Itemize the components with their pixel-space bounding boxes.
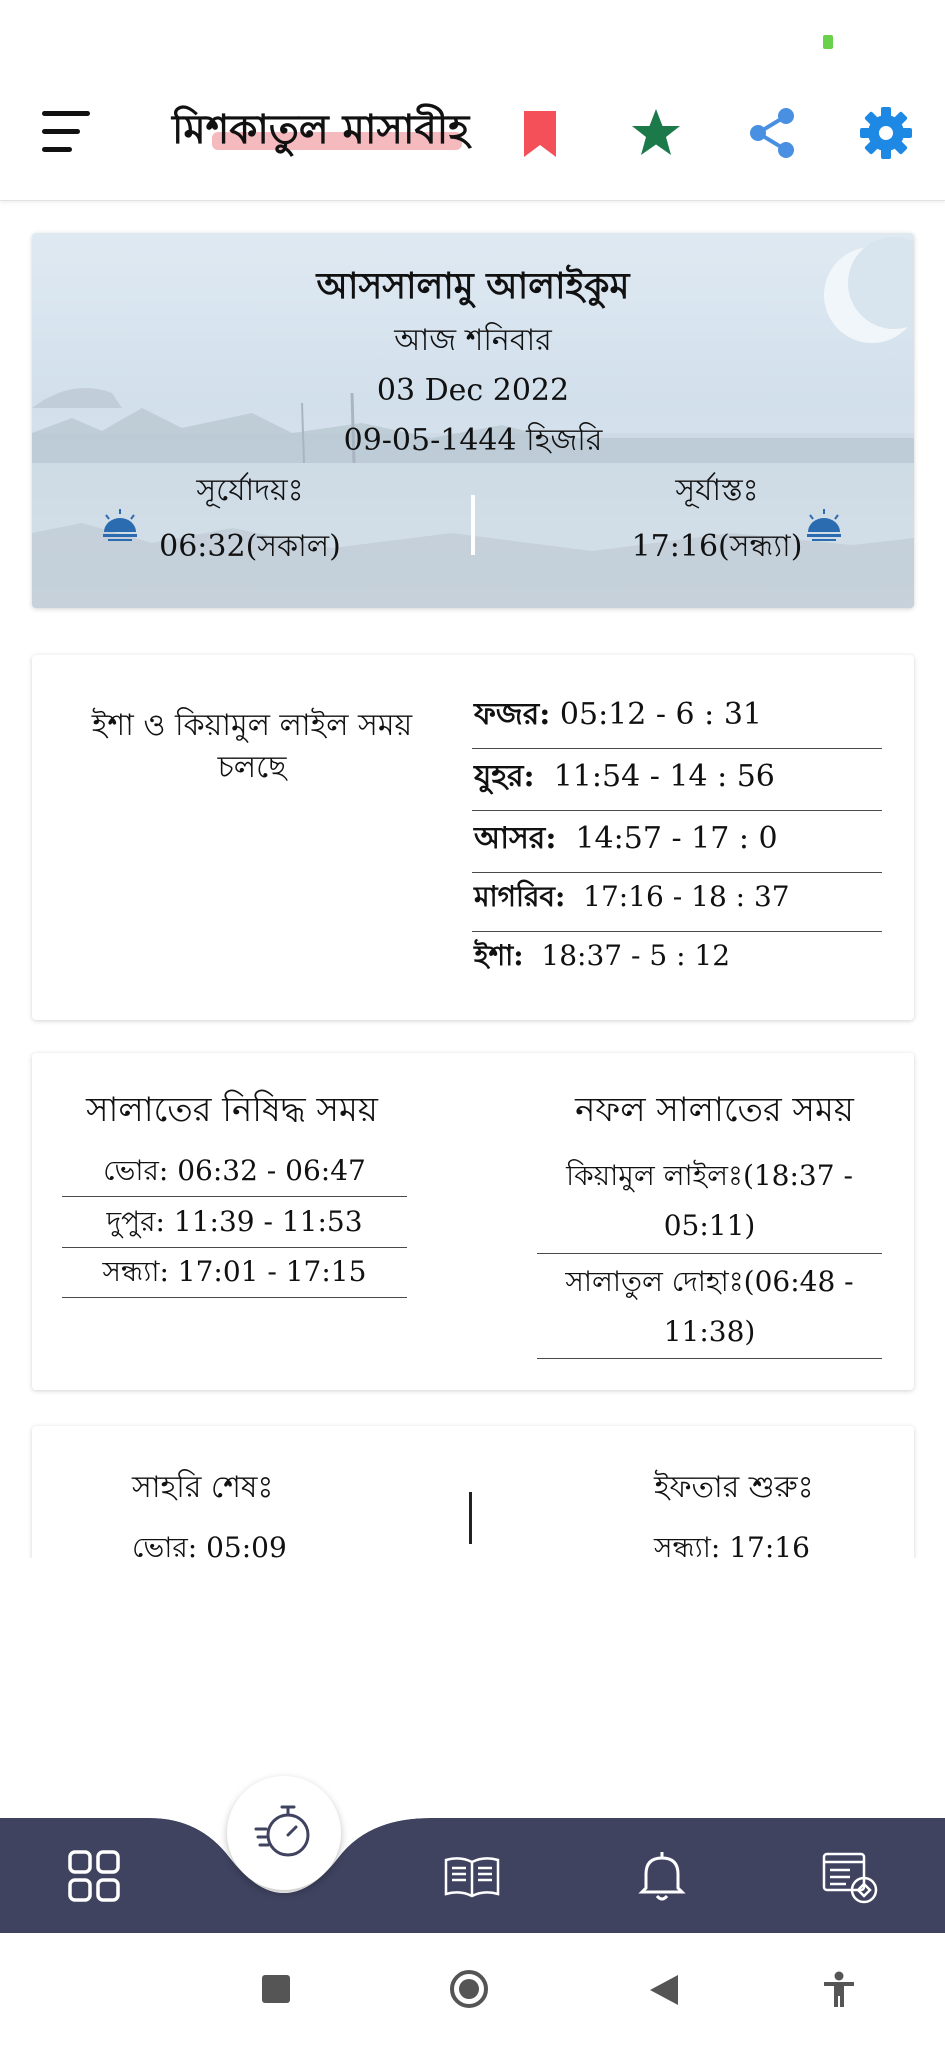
menu-line bbox=[42, 129, 80, 134]
divider bbox=[472, 748, 882, 749]
iftar-time: সন্ধ্যা: 17:16 bbox=[654, 1531, 810, 1558]
greeting-card bbox=[32, 233, 914, 608]
forbidden-title: সালাতের নিষিদ্ধ সময় bbox=[86, 1090, 378, 1130]
prayer-row: আসর: 14:57 - 17 : 0 bbox=[474, 821, 778, 856]
divider bbox=[472, 931, 882, 932]
sunset-icon bbox=[804, 508, 844, 542]
current-prayer-status: ইশা ও কিয়ামুল লাইল সময় চলছে bbox=[91, 708, 413, 785]
prayer-row: ফজর: 05:12 - 6 : 31 bbox=[474, 697, 762, 732]
app-title: মিশকাতুল মাসাবীহ bbox=[172, 106, 470, 153]
gear-icon[interactable] bbox=[858, 105, 914, 161]
divider bbox=[62, 1297, 407, 1298]
sun-divider bbox=[471, 495, 475, 555]
prayer-row: যুহর: 11:54 - 14 : 56 bbox=[474, 759, 775, 794]
fasting-divider bbox=[469, 1492, 472, 1544]
fasting-card bbox=[32, 1426, 914, 1558]
forbidden-item: ভোর: 06:32 - 06:47 bbox=[103, 1154, 366, 1187]
recents-icon[interactable] bbox=[262, 1975, 290, 2003]
book-icon[interactable] bbox=[442, 1846, 502, 1906]
forbidden-item: দুপুর: 11:39 - 11:53 bbox=[106, 1205, 363, 1238]
nafl-title: নফল সালাতের সময় bbox=[575, 1090, 854, 1130]
accessibility-icon[interactable] bbox=[822, 1971, 856, 2009]
sunset-label: সূর্যাস্তঃ bbox=[675, 473, 759, 508]
bell-icon[interactable] bbox=[632, 1846, 692, 1906]
menu-button[interactable] bbox=[38, 105, 98, 160]
prayer-row: ইশা: 18:37 - 5 : 12 bbox=[474, 939, 731, 972]
sunrise-icon bbox=[100, 508, 140, 542]
calendar-list-icon[interactable] bbox=[820, 1846, 880, 1906]
sehri-label: সাহরি শেষঃ bbox=[132, 1470, 274, 1505]
divider bbox=[537, 1253, 882, 1254]
system-navigation bbox=[0, 1933, 945, 2048]
menu-line bbox=[42, 147, 72, 152]
bookmark-icon[interactable] bbox=[512, 105, 568, 161]
date-text: 03 Dec 2022 bbox=[376, 373, 570, 408]
back-icon[interactable] bbox=[648, 1973, 680, 2007]
fasting-card-clip bbox=[28, 1410, 918, 1558]
sunrise-label: সূর্যোদয়ঃ bbox=[196, 473, 304, 508]
salam-text: আসসালামু আলাইকুম bbox=[316, 265, 630, 307]
salat-times-card bbox=[32, 1053, 914, 1390]
divider bbox=[472, 810, 882, 811]
divider bbox=[537, 1358, 882, 1359]
nafl-item: সালাতুল দোহাঃ(06:48 - 11:38) bbox=[565, 1265, 854, 1348]
divider bbox=[62, 1247, 407, 1248]
stopwatch-button[interactable] bbox=[227, 1776, 341, 1890]
status-indicator bbox=[823, 35, 833, 49]
prayer-times-card bbox=[32, 655, 914, 1020]
star-icon[interactable] bbox=[628, 105, 684, 161]
nafl-item: কিয়ামুল লাইলঃ(18:37 - 05:11) bbox=[566, 1159, 853, 1242]
grid-icon[interactable] bbox=[64, 1846, 124, 1906]
sunset-time: 17:16(সন্ধ্যা) bbox=[631, 529, 803, 564]
menu-line bbox=[42, 111, 90, 116]
divider bbox=[62, 1196, 407, 1197]
sehri-time: ভোর: 05:09 bbox=[132, 1531, 287, 1558]
sunrise-time: 06:32(সকাল) bbox=[159, 529, 341, 564]
forbidden-item: সন্ধ্যা: 17:01 - 17:15 bbox=[102, 1255, 367, 1288]
prayer-row: মাগরিব: 17:16 - 18 : 37 bbox=[474, 880, 790, 913]
iftar-label: ইফতার শুরুঃ bbox=[654, 1470, 814, 1505]
home-icon[interactable] bbox=[450, 1970, 488, 2008]
day-text: আজ শনিবার bbox=[394, 323, 552, 358]
share-icon[interactable] bbox=[744, 105, 800, 161]
stopwatch-icon bbox=[254, 1801, 314, 1861]
divider bbox=[472, 872, 882, 873]
hijri-date: 09-05-1444 হিজরি bbox=[343, 423, 603, 458]
